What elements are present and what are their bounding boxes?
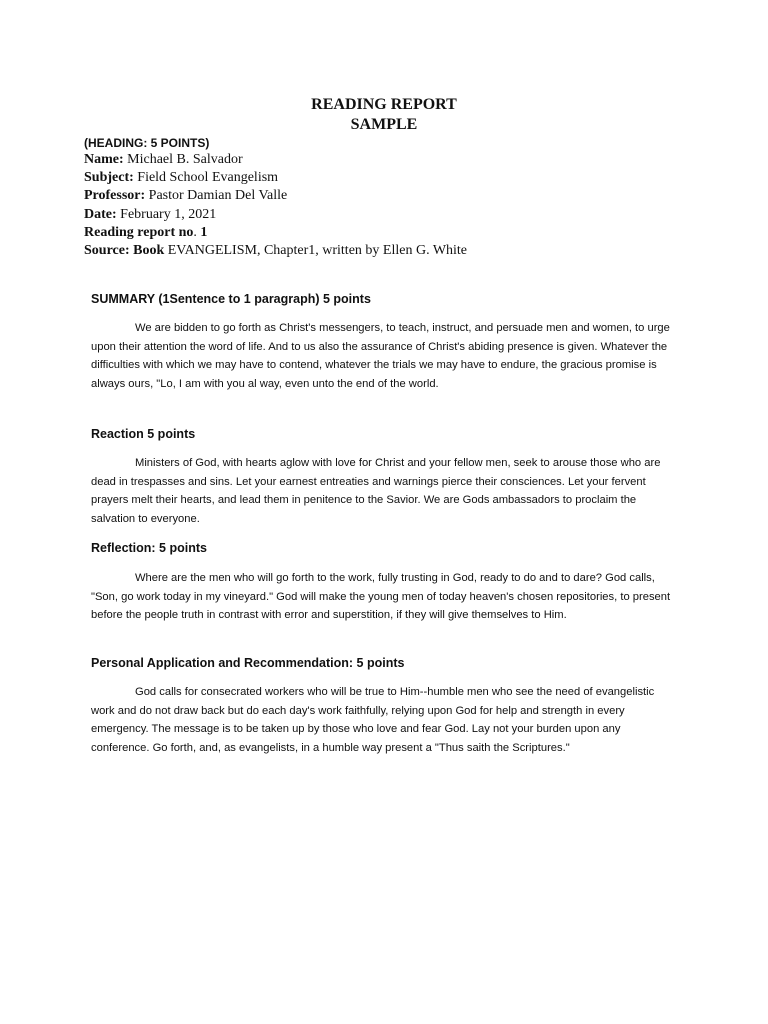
name-field [84,151,704,169]
professor-label: Professor: [84,188,146,204]
date-value: February 1, 2021 [120,206,217,222]
report-number-value: 1 [200,224,208,240]
source-label: Source: [84,242,130,258]
personal-application-paragraph: God calls for consecrated workers who will be true to Him--humble men who see the need of evangelistic work and do not draw back but do each day's work faithfully, relying upon God for help and strength in every emergency. The message is to be taken up by those who love and fear God. Lay not your burden upon any conference. Go forth, and, as evangelists, in a humble way present a "Thus saith the Scriptures." [91,686,655,754]
date-label: Date: [84,206,117,222]
reflection-heading: Reflection: 5 points [91,541,207,555]
date-field [84,206,704,224]
name-label: Name: [84,152,124,167]
professor-field [84,187,704,205]
reflection-paragraph: Where are the men who will go forth to the work, fully trusting in God, ready to do and to dare? God calls, "Son, go work today in my vineyard." God will make the young men of today heaven's chosen repositories, to present before the people truth in contrast with error and superstition, if they will give themselves to Him. [91,572,671,621]
summary-paragraph: We are bidden to go forth as Christ's messengers, to teach, instruct, and persuade men and women, to urge upon their attention the word of life. And to us also the assurance of Christ's abiding presence is given. Whatever the difficulties with which we may have to contend, whatever the trials we may have to endure, the gracious promise is always ours, "Lo, I am with you al way, even unto the end of the world. [91,322,670,390]
subject-value: Field School Evangelism [137,170,279,186]
reaction-paragraph: Ministers of God, with hearts aglow with love for Christ and your fellow men, seek to arouse those who are dead in trespasses and sins. Let your earnest entreaties and warnings pierce their consciences. Let your fervent prayers melt their hearts, and lead them in penitence to the Savior. We are Gods ambassadors to proclaim the salvation to everyone. [91,457,661,525]
personal-application-heading: Personal Application and Recommendation: 5 points [91,656,405,670]
professor-value: Pastor Damian Del Valle [148,188,288,204]
subject-label: Subject: [84,170,134,186]
name-value: Michael B. Salvador [127,152,243,167]
report-number-dot: . [193,224,197,240]
summary-heading: SUMMARY (1Sentence to 1 paragraph) 5 points [91,292,371,306]
document-subtitle: SAMPLE [350,116,418,133]
report-number-label: Reading report no [84,224,194,240]
subject-field [84,169,704,187]
source-field [84,242,704,260]
report-number-field [84,224,704,242]
reaction-heading: Reaction 5 points [91,427,196,441]
source-book-label: Book [133,242,165,258]
heading-points-note: (HEADING: 5 POINTS) [84,136,210,150]
document-title: READING REPORT [311,96,457,113]
source-value: EVANGELISM, Chapter1, written by Ellen G. White [167,242,468,258]
report-header-fields [84,151,704,260]
